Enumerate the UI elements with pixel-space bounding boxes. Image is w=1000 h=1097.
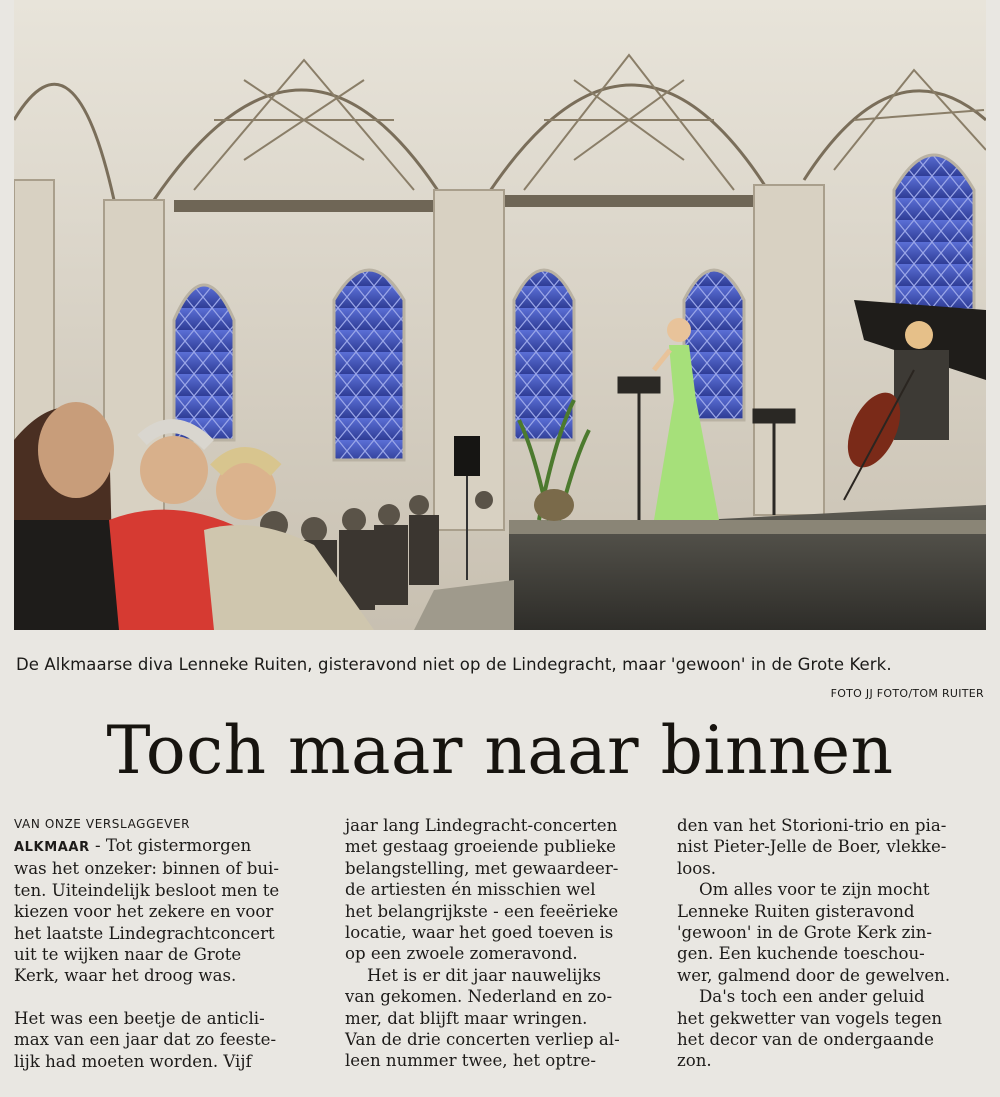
article-line: het gekwetter van vogels tegen <box>677 1008 943 1028</box>
article-line: zon. <box>677 1051 712 1071</box>
article-line: het laatste Lindegrachtconcert <box>14 923 275 943</box>
article-line: nist Pieter-Jelle de Boer, vlekke- <box>677 837 947 857</box>
concert-photo <box>14 0 986 630</box>
article-line: kiezen voor het zekere en voor <box>14 902 274 922</box>
article-line: den van het Storioni-trio en pia- <box>677 816 947 835</box>
article-line: belangstelling, met gewaardeer- <box>345 858 619 878</box>
article-line: het belangrijkste - een feeërieke <box>345 901 619 921</box>
article-line: Kerk, waar het droog was. <box>14 966 237 986</box>
article-line: gen. Een kuchende toeschou- <box>677 944 925 964</box>
article-line: ten. Uiteindelijk besloot men te <box>14 880 280 900</box>
article-line: locatie, waar het goed toeven is <box>345 923 614 943</box>
article-line: max van een jaar dat zo feeste- <box>14 1030 277 1050</box>
article-line: Om alles voor te zijn mocht <box>699 880 930 900</box>
article-line: Lenneke Ruiten gisteravond <box>677 901 915 921</box>
dateline: ALKMAAR <box>14 840 90 855</box>
article-line: met gestaag groeiende publieke <box>345 837 616 857</box>
article-line: Van de drie concerten verliep al- <box>345 1030 620 1050</box>
article-line: het decor van de ondergaande <box>677 1030 934 1050</box>
byline: VAN ONZE VERSLAGGEVER <box>14 817 191 831</box>
article-line: Da's toch een ander geluid <box>699 987 925 1007</box>
article-line: op een zwoele zomeravond. <box>345 944 578 964</box>
article-line: jaar lang Lindegracht-concerten <box>345 816 618 835</box>
article-line: 'gewoon' in de Grote Kerk zin- <box>677 923 933 943</box>
article-column-3 <box>677 815 987 1072</box>
article-column-2 <box>345 815 657 1072</box>
article-line: uit te wijken naar de Grote <box>14 945 242 965</box>
article-line: de artiesten én misschien wel <box>345 880 596 900</box>
article-column-1 <box>14 815 314 1072</box>
photo-credit: FOTO JJ FOTO/TOM RUITER <box>830 687 984 700</box>
article-line: lijk had moeten worden. Vijf <box>14 1051 252 1071</box>
article-line: van gekomen. Nederland en zo- <box>345 987 613 1007</box>
article-line: Het was een beetje de anticli- <box>14 1008 265 1028</box>
article-line: loos. <box>677 858 717 878</box>
article-line: ALKMAAR - Tot gistermorgen <box>14 836 252 855</box>
article-line: was het onzeker: binnen of bui- <box>14 859 279 879</box>
article-line: leen nummer twee, het optre- <box>345 1051 596 1071</box>
church-concert-illustration <box>14 0 986 630</box>
article-line: mer, dat blijft maar wringen. <box>345 1008 588 1028</box>
article-headline: Toch maar naar binnen <box>106 712 894 789</box>
photo-caption: De Alkmaarse diva Lenneke Ruiten, gisteravond niet op de Lindegracht, maar 'gewoon' in de Grote Kerk. <box>16 655 892 674</box>
article-line: Het is er dit jaar nauwelijks <box>367 965 601 985</box>
article-line: wer, galmend door de gewelven. <box>677 965 951 985</box>
